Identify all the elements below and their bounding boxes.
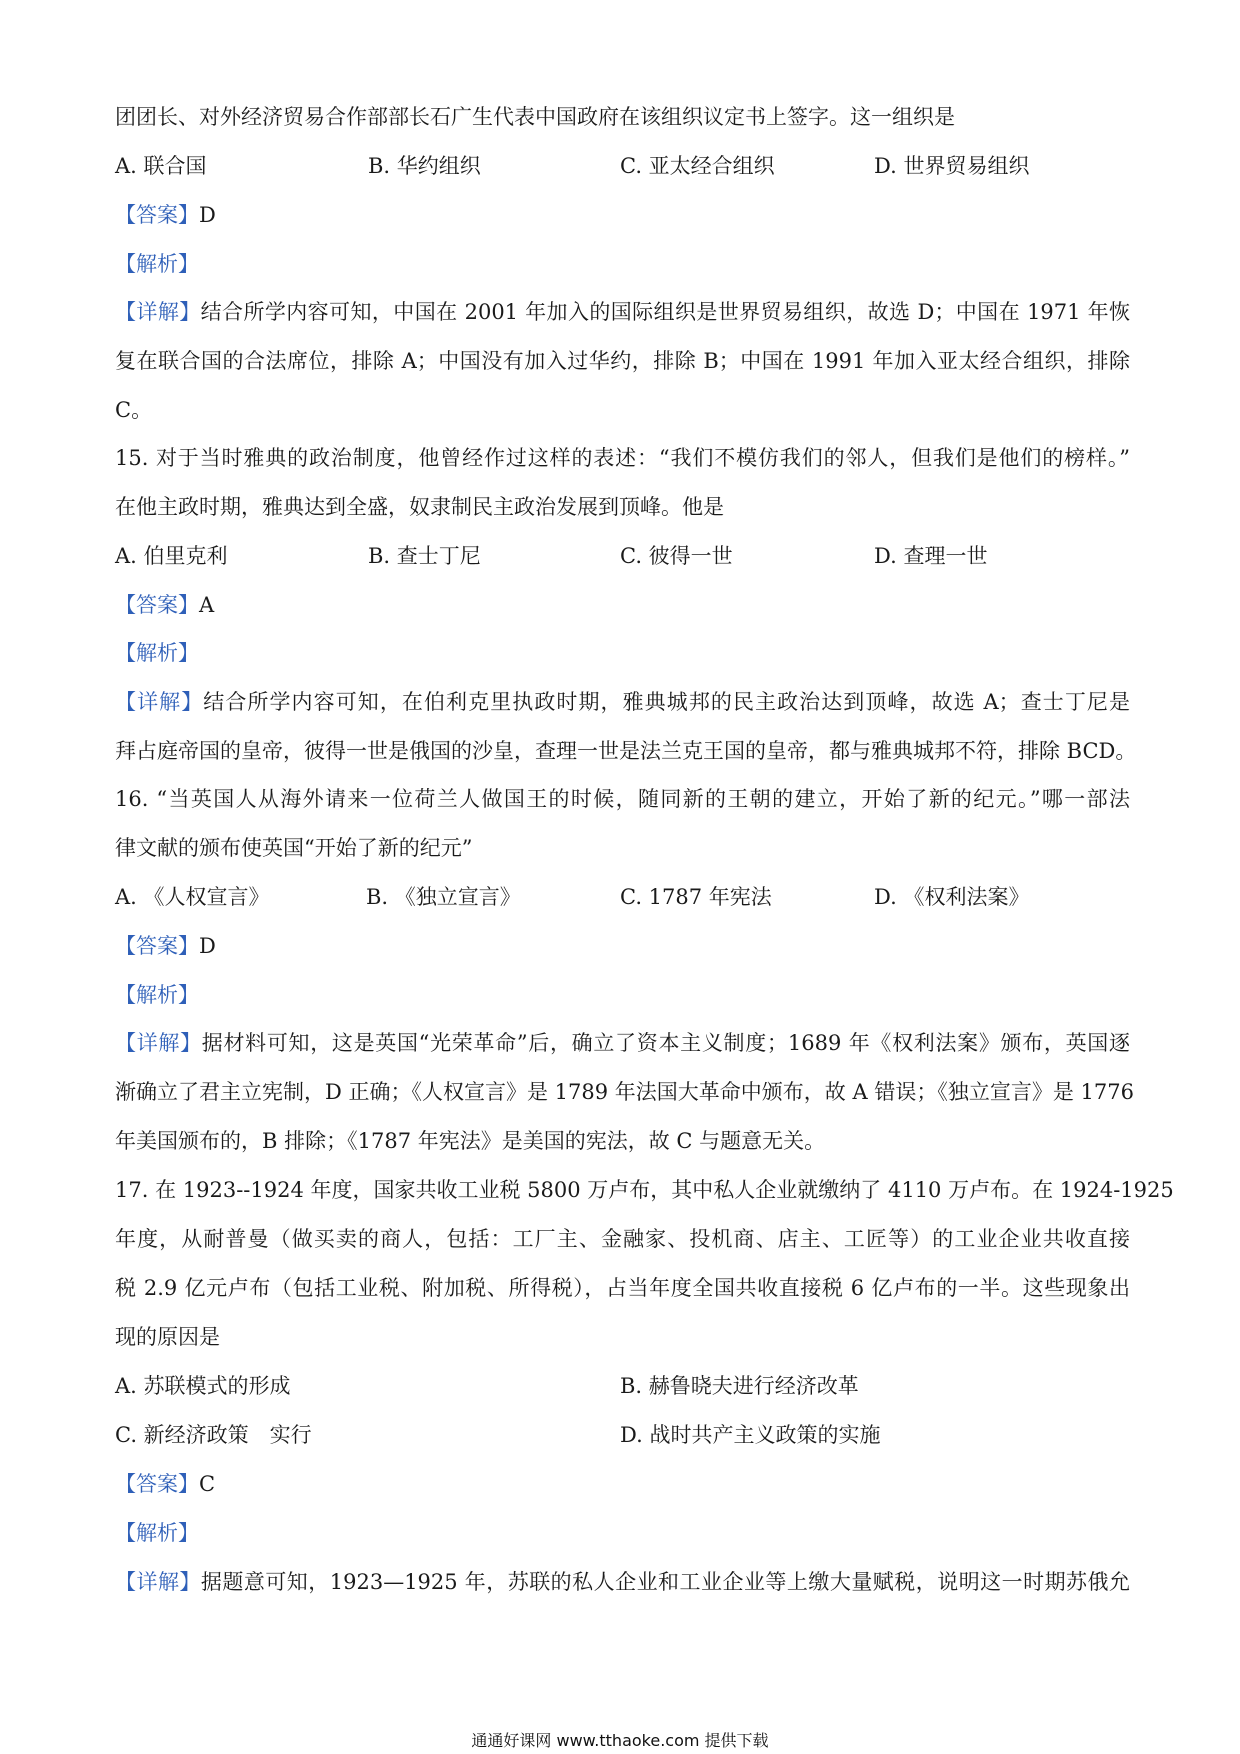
- detail-label: 【详解】: [115, 690, 204, 714]
- q16-option-c: C. 1787 年宪法: [620, 885, 772, 909]
- q14-option-d: D. 世界贸易组织: [874, 154, 1030, 178]
- answer-label: 【答案】: [115, 203, 199, 227]
- q17-stem-line-2: 年度，从耐普曼（做买卖的商人，包括：工厂主、金融家、投机商、店主、工匠等）的工业企业共收直接: [115, 1227, 1130, 1251]
- q14-stem-line: 团团长、对外经济贸易合作部部长石广生代表中国政府在该组织议定书上签字。这一组织是: [115, 105, 955, 129]
- q15-detail-line-2: 拜占庭帝国的皇帝，彼得一世是俄国的沙皇，查理一世是法兰克王国的皇帝，都与雅典城邦不符，排除 BCD。: [115, 739, 1137, 763]
- q17-option-c: C. 新经济政策 实行: [115, 1423, 312, 1447]
- answer-value: C: [199, 1472, 216, 1496]
- q14-detail-line-2: 复在联合国的合法席位，排除 A；中国没有加入过华约，排除 B；中国在 1991 年加入亚太经合组织，排除: [115, 349, 1130, 373]
- answer-value: D: [199, 934, 216, 958]
- q15-analysis-label: 【解析】: [115, 641, 199, 665]
- q17-answer: [115, 1469, 1130, 1499]
- q16-detail-line-3: 年美国颁布的，B 排除；《1787 年宪法》是美国的宪法，故 C 与题意无关。: [115, 1129, 826, 1153]
- q16-answer: [115, 931, 1130, 961]
- answer-label: 【答案】: [115, 593, 199, 617]
- answer-value: D: [199, 203, 216, 227]
- q16-option-a: A. 《人权宣言》: [115, 885, 270, 909]
- q16-analysis-label: 【解析】: [115, 983, 199, 1007]
- q14-option-b: B. 华约组织: [368, 154, 481, 178]
- q14-option-c: C. 亚太经合组织: [620, 154, 775, 178]
- q15-stem-line-1: 15. 对于当时雅典的政治制度，他曾经作过这样的表述：“我们不模仿我们的邻人，但我们是他们的榜样。”: [115, 446, 1130, 470]
- q17-option-d: D. 战时共产主义政策的实施: [620, 1423, 881, 1447]
- answer-value: A: [199, 593, 215, 617]
- q17-option-b: B. 赫鲁晓夫进行经济改革: [620, 1374, 859, 1398]
- q15-answer: [115, 590, 1130, 620]
- q17-option-a: A. 苏联模式的形成: [115, 1374, 291, 1398]
- q14-detail-line-1: 【详解】结合所学内容可知，中国在 2001 年加入的国际组织是世界贸易组织，故选 D；中国在 1971 年恢: [115, 300, 1131, 324]
- q14-option-a: A. 联合国: [115, 154, 207, 178]
- detail-label: 【详解】: [115, 1570, 201, 1594]
- q16-detail-line-1: 【详解】据材料可知，这是英国“光荣革命”后，确立了资本主义制度；1689 年《权利法案》颁布，英国逐: [115, 1031, 1130, 1055]
- q15-option-d: D. 查理一世: [874, 544, 988, 568]
- q16-option-d: D. 《权利法案》: [874, 885, 1030, 909]
- q14-analysis-label: 【解析】: [115, 252, 199, 276]
- q14-detail-line-3: C。: [115, 398, 153, 422]
- answer-label: 【答案】: [115, 1472, 199, 1496]
- q15-stem-line-2: 在他主政时期，雅典达到全盛，奴隶制民主政治发展到顶峰。他是: [115, 495, 724, 519]
- q14-answer: [115, 200, 1130, 230]
- detail-label: 【详解】: [115, 1031, 202, 1055]
- q17-detail-line-1: 【详解】据题意可知，1923—1925 年，苏联的私人企业和工业企业等上缴大量赋税，说明这一时期苏俄允: [115, 1570, 1131, 1594]
- q16-detail-line-2: 渐确立了君主立宪制，D 正确；《人权宣言》是 1789 年法国大革命中颁布，故 A 错误；《独立宣言》是 1776: [115, 1080, 1134, 1104]
- q15-option-b: B. 查士丁尼: [368, 544, 481, 568]
- q15-option-c: C. 彼得一世: [620, 544, 733, 568]
- q16-option-b: B. 《独立宣言》: [366, 885, 521, 909]
- q17-stem-line-3: 税 2.9 亿元卢布（包括工业税、附加税、所得税），占当年度全国共收直接税 6 亿卢布的一半。这些现象出: [115, 1276, 1130, 1300]
- q15-option-a: A. 伯里克利: [115, 544, 228, 568]
- q17-analysis-label: 【解析】: [115, 1521, 199, 1545]
- answer-label: 【答案】: [115, 934, 199, 958]
- q17-stem-line-4: 现的原因是: [115, 1325, 220, 1349]
- page-footer: 通通好课网 www.tthaoke.com 提供下载: [471, 1731, 769, 1750]
- detail-label: 【详解】: [115, 300, 201, 324]
- q17-stem-line-1: 17. 在 1923--1924 年度，国家共收工业税 5800 万卢布，其中私人企业就缴纳了 4110 万卢布。在 1924-1925: [115, 1178, 1174, 1202]
- q16-stem-line-2: 律文献的颁布使英国“开始了新的纪元”: [115, 836, 473, 860]
- q15-detail-line-1: 【详解】结合所学内容可知，在伯利克里执政时期，雅典城邦的民主政治达到顶峰，故选 A；查士丁尼是: [115, 690, 1130, 714]
- q16-stem-line-1: 16. “当英国人从海外请来一位荷兰人做国王的时候，随同新的王朝的建立，开始了新的纪元。”哪一部法: [115, 787, 1130, 811]
